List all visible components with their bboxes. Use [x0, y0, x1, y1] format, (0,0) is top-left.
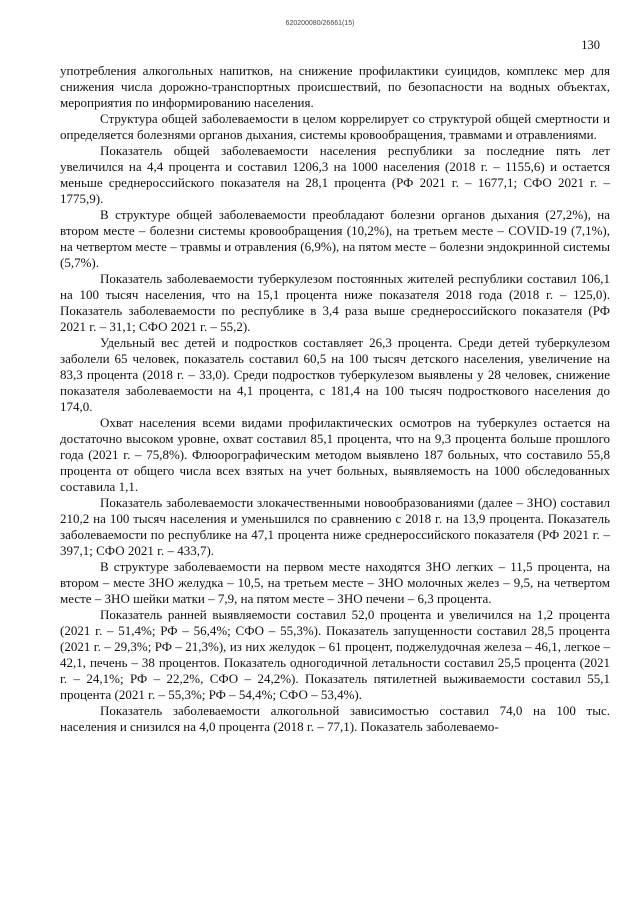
paragraph: Охват населения всеми видами профилактических осмотров на туберкулез остается на достаточно высоком уровне, охват составил 85,1 процента, что на 9,3 процента больше прошлого года (2021 г. – 75,8%). Флюорографическим методом выявлено 187 больных, что составило 55,8 процента от общего числа всех взятых на учет больных, выявляемость на 1000 обследованных составила 1,1.: [60, 415, 610, 494]
paragraph: Показатель заболеваемости алкогольной зависимостью составил 74,0 на 100 тыс. населения и снизился на 4,0 процента (2018 г. – 77,1). Показатель заболеваемо-: [60, 703, 610, 734]
paragraph: В структуре общей заболеваемости преобладают болезни органов дыхания (27,2%), на втором месте – болезни системы кровообращения (10,2%), на третьем месте – COVID-19 (7,1%), на четвертом месте – травмы и отравления (6,9%), на пятом месте – болезни эндокринной системы (5,7%).: [60, 207, 610, 270]
paragraph: Показатель ранней выявляемости составил 52,0 процента и увеличился на 1,2 процента (2021 г. – 51,4%; РФ – 56,4%; СФО – 55,3%). Показатель запущенности составил 28,5 процента (2021 г. – 29,3%; РФ – 21,3%), из них желудок – 61 процент, поджелудочная железа – 46,1, легкое – 42,1, печень – 38 процентов. Показатель одногодичной летальности составил 25,5 процента (2021 г. – 24,1%; РФ – 22,2%, СФО – 24,2%). Показатель пятилетней выживаемости составил 55,1 процента (2021 г. – 55,3%; РФ – 54,4%; СФО – 53,4%).: [60, 607, 610, 702]
document-id: 620200080/26661(15): [285, 20, 355, 27]
page-number: 130: [581, 38, 600, 52]
paragraph: употребления алкогольных напитков, на снижение профилактики суицидов, комплекс мер для снижения числа дорожно-транспортных происшествий, по безопасности на водных объектах, мероприятия по информированию населения.: [60, 63, 610, 110]
body-text: [60, 63, 610, 735]
paragraph: Показатель заболеваемости туберкулезом постоянных жителей республики составил 106,1 на 100 тысяч населения, что на 15,1 процента ниже показателя 2018 года (2018 г. – 125,0). Показатель заболеваемости по республике в 3,4 раза выше среднероссийского показателя (РФ 2021 г. – 31,1; СФО 2021 г. – 55,2).: [60, 271, 610, 334]
paragraph: Показатель заболеваемости злокачественными новообразованиями (далее – ЗНО) составил 210,2 на 100 тысяч населения и уменьшился по сравнению с 2018 г. на 13,9 процента. Показатель заболеваемости по республике на 47,1 процента ниже среднероссийского показателя (РФ 2021 г. – 397,1; СФО 2021 г. – 433,7).: [60, 495, 610, 558]
paragraph: Удельный вес детей и подростков составляет 26,3 процента. Среди детей туберкулезом заболели 65 человек, показатель составил 60,5 на 100 тысяч детского населения, увеличение на 83,3 процента (2018 г. – 33,0). Среди подростков туберкулезом выявлены у 28 человек, снижение показателя заболеваемости на 4,1 процента, с 181,4 на 100 тысяч подросткового населения до 174,0.: [60, 335, 610, 414]
paragraph: Показатель общей заболеваемости населения республики за последние пять лет увеличился на 4,4 процента и составил 1206,3 на 1000 населения (2018 г. – 1155,6) и остается меньше среднероссийского показателя на 28,1 процента (РФ 2021 г. – 1677,1; СФО 2021 г. – 1775,9).: [60, 143, 610, 206]
paragraph: В структуре заболеваемости на первом месте находятся ЗНО легких – 11,5 процента, на втором – месте ЗНО желудка – 10,5, на третьем месте – ЗНО молочных желез – 9,5, на четвертом месте – ЗНО шейки матки – 7,9, на пятом месте – ЗНО печени – 6,3 процента.: [60, 559, 610, 606]
paragraph: Структура общей заболеваемости в целом коррелирует со структурой общей смертности и определяется болезнями органов дыхания, системы кровообращения, травмами и отравлениями.: [60, 111, 610, 142]
